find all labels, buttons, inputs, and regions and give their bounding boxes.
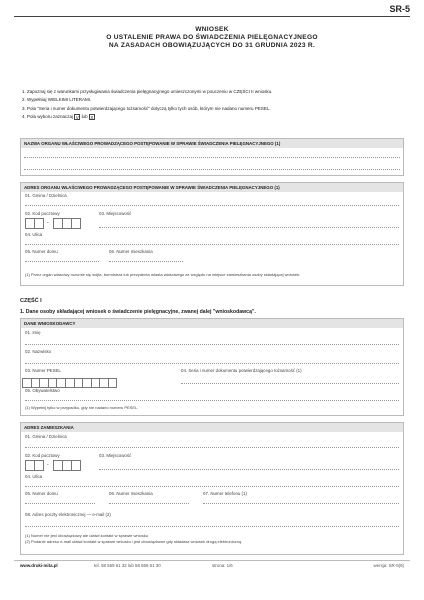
organ-street-field[interactable]	[25, 244, 399, 245]
footer-phone: tel. 58 559 61 32 lub 58 559 61 30	[94, 563, 161, 568]
residence-footnote-1: (1) Numer nie jest obowiązkowy ale ułatwi kontakt w sprawie wniosku	[25, 533, 148, 538]
organ-street-label: 04. Ulica	[25, 232, 43, 237]
instructions	[22, 88, 402, 122]
residence-phone-label: 07. Numer telefonu (1)	[203, 491, 247, 496]
pesel-digit-cell[interactable]	[56, 378, 65, 388]
residence-city-label: 03. Miejscowość	[99, 453, 132, 458]
footer-divider	[14, 560, 410, 561]
title-line-1: WNIOSEK	[195, 26, 229, 33]
form-title	[0, 26, 424, 50]
applicant-footnote: (1) Wypełnij tylko w przypadku, gdy nie nadano numeru PESEL.	[25, 405, 139, 410]
organ-city-label: 03. Miejscowość	[99, 211, 132, 216]
header-divider	[14, 16, 410, 17]
residence-email-label: 08. Adres poczty elektronicznej — e-mail (2)	[25, 512, 111, 517]
residence-postal-label: 02. Kod pocztowy	[25, 453, 60, 458]
instruction-4-mid: lub	[81, 114, 88, 120]
pesel-digit-cell[interactable]	[31, 378, 40, 388]
applicant-citizenship-label: 05. Obywatelstwo	[25, 388, 60, 393]
instruction-1: 1. Zapoznaj się z warunkami przysługiwania świadczenia pielęgnacyjnego umieszczonymi w pouczeniu w CZĘŚCI II wniosku.	[22, 89, 273, 94]
instruction-4-prefix: 4. Pola wyboru zaznaczaj	[22, 114, 74, 120]
residence-street-label: 04. Ulica	[25, 474, 43, 479]
applicant-surname-field[interactable]	[25, 363, 399, 364]
organ-name-field-line-2[interactable]	[24, 169, 400, 170]
residence-flat-field[interactable]	[109, 503, 189, 504]
instruction-2: 2. Wypełniaj WIELKIMI LITERAMI.	[22, 97, 92, 103]
applicant-name-label: 01. Imię	[25, 330, 41, 335]
organ-city-field[interactable]	[99, 227, 399, 228]
residence-email-field[interactable]	[25, 526, 399, 527]
residence-section	[20, 422, 404, 555]
organ-flat-field[interactable]	[109, 261, 183, 262]
residence-postal-cell[interactable]	[71, 460, 81, 471]
organ-address-section	[20, 182, 404, 286]
part-1-title: CZĘŚĆ I	[20, 298, 42, 304]
residence-footnote-2: (2) Podanie adresu e-mail ułatwi kontakt w sprawie wniosku i jest obowiązkowe gdy składasz wniosek drogą elektroniczną.	[25, 539, 243, 544]
organ-postal-cell[interactable]	[71, 218, 81, 229]
organ-postal-label: 02. Kod pocztowy	[25, 211, 60, 216]
pesel-digit-cell[interactable]	[74, 378, 83, 388]
pesel-input[interactable]	[22, 378, 117, 388]
applicant-header: DANE WNIOSKODAWCY	[21, 319, 403, 328]
pesel-digit-cell[interactable]	[65, 378, 74, 388]
pesel-digit-cell[interactable]	[39, 378, 48, 388]
residence-gmina-label: 01. Gmina / Dzielnica	[25, 434, 67, 439]
organ-name-field[interactable]	[24, 157, 400, 158]
organ-flat-label: 06. Numer mieszkania	[109, 249, 153, 254]
organ-name-section	[20, 138, 404, 176]
applicant-id-doc-field[interactable]	[181, 383, 399, 384]
pesel-digit-cell[interactable]	[48, 378, 57, 388]
residence-gmina-field[interactable]	[25, 447, 399, 448]
applicant-id-doc-label: 04. Seria i numer dokumentu potwierdzającego tożsamość (1)	[181, 368, 302, 373]
pesel-digit-cell[interactable]	[82, 378, 91, 388]
footer-page-number: strona: 1/6	[212, 563, 233, 568]
pesel-digit-cell[interactable]	[108, 378, 117, 388]
title-line-3: NA ZASADACH OBOWIĄZUJĄCYCH DO 31 GRUDNIA 2023 R.	[108, 42, 316, 49]
residence-postal-cell[interactable]	[34, 460, 44, 471]
checkmark-example-icon: V	[75, 115, 79, 121]
organ-postal-cell[interactable]	[34, 218, 44, 229]
instruction-3: 3. Pola "Seria i numer dokumentu potwierdzającego tożsamość" dotyczą tylko tych osób, którym nie nadano numeru PESEL.	[22, 105, 271, 111]
part-1-subtitle: 1. Dane osoby składającej wniosek o świadczenie pielęgnacyjne, zwanej dalej "wnioskodawcą".	[20, 309, 256, 315]
title-line-2: O USTALENIE PRAWA DO ŚWIADCZENIA PIELĘGNACYJNEGO	[106, 34, 318, 41]
instruction-4	[22, 113, 402, 121]
applicant-citizenship-field[interactable]	[25, 400, 399, 401]
organ-name-header: NAZWA ORGANU WŁAŚCIWEGO PROWADZĄCEGO POSTĘPOWANIE W SPRAWIE ŚWIADCZENIA PIELĘGNACYJNEGO (1)	[21, 139, 403, 148]
residence-street-field[interactable]	[25, 486, 399, 487]
organ-house-field[interactable]	[25, 261, 99, 262]
postal-dash: -	[47, 220, 49, 226]
applicant-name-field[interactable]	[25, 344, 399, 345]
organ-address-footnote: (1) Przez organ właściwy rozumie się wójta, burmistrza lub prezydenta miasta właściwego ze względu na miejsce zamieszkania osoby składającej wniosek.	[25, 272, 301, 277]
pesel-digit-cell[interactable]	[91, 378, 100, 388]
residence-flat-label: 06. Numer mieszkania	[109, 491, 153, 496]
residence-house-label: 05. Numer domu	[25, 491, 58, 496]
footer-version: wersja: SR-5(9)	[373, 563, 404, 568]
residence-house-field[interactable]	[25, 503, 95, 504]
x-mark-example-icon: X	[90, 115, 94, 121]
pesel-digit-cell[interactable]	[99, 378, 108, 388]
organ-gmina-label: 01. Gmina / Dzielnica	[25, 193, 67, 198]
residence-city-field[interactable]	[99, 469, 399, 470]
residence-header: ADRES ZAMIESZKANIA	[21, 423, 403, 432]
applicant-section	[20, 318, 404, 416]
organ-address-header: ADRES ORGANU WŁAŚCIWEGO PROWADZĄCEGO POSTĘPOWANIE W SPRAWIE ŚWIADCZENIA PIELĘGNACYJNEGO (1)	[21, 183, 403, 192]
organ-house-label: 05. Numer domu	[25, 249, 58, 254]
applicant-surname-label: 02. Nazwisko	[25, 349, 52, 354]
postal-dash: -	[47, 462, 49, 468]
page-footer	[20, 563, 404, 568]
footer-site: www.druki-mita.pl	[20, 563, 58, 568]
pesel-digit-cell[interactable]	[22, 378, 31, 388]
applicant-pesel-label: 03. Numer PESEL	[25, 368, 61, 373]
form-code: SR-5	[389, 4, 410, 14]
residence-phone-field[interactable]	[203, 503, 399, 504]
organ-gmina-field[interactable]	[25, 205, 399, 206]
